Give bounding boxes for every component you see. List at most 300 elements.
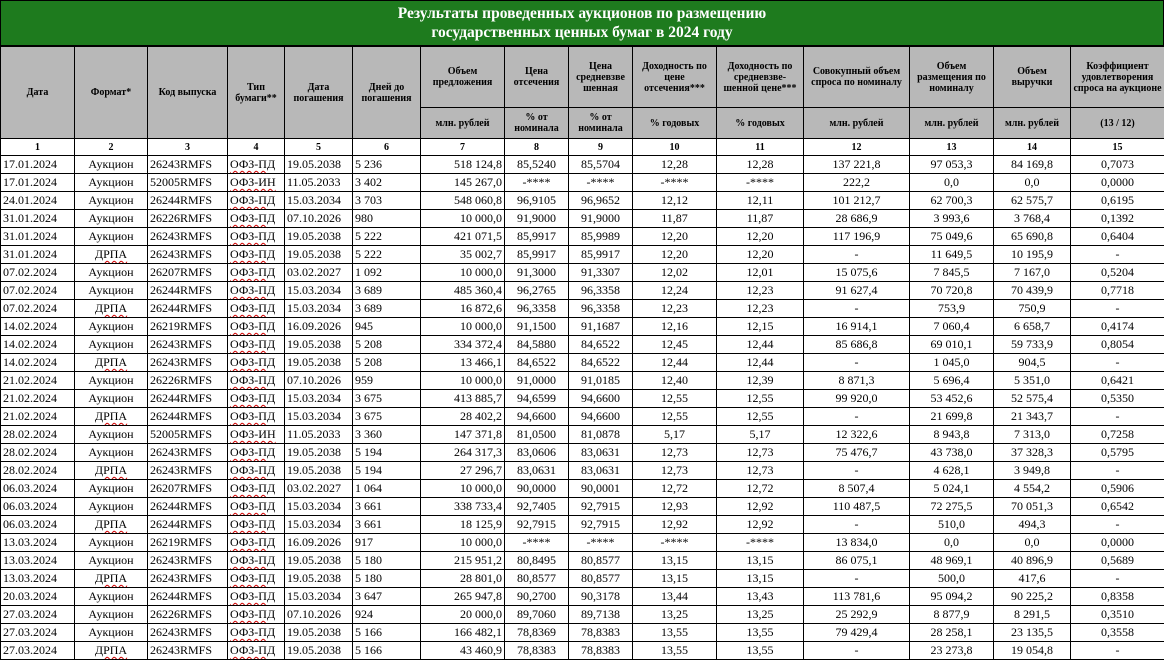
cell-offer: 215 951,2	[421, 552, 505, 570]
header-format: Формат*	[75, 47, 148, 139]
cell-format: ДРПА	[75, 300, 148, 318]
table-row	[1, 336, 1164, 354]
cell-cutoff: 96,3358	[505, 300, 569, 318]
cell-offer: 28 801,0	[421, 570, 505, 588]
cell-cutoff: 78,8369	[505, 624, 569, 642]
cell-code: 26207RMFS	[148, 480, 228, 498]
cell-maturity: 19.05.2038	[285, 246, 353, 264]
cell-cutoff: 84,5880	[505, 336, 569, 354]
cell-maturity: 15.03.2034	[285, 516, 353, 534]
cell-avg-price: 96,9652	[569, 192, 633, 210]
cell-format: ДРПА	[75, 246, 148, 264]
cell-days: 5 180	[353, 570, 421, 588]
cell-code: 26243RMFS	[148, 570, 228, 588]
cell-maturity: 15.03.2034	[285, 588, 353, 606]
cell-demand: -	[804, 408, 910, 426]
column-number: 6	[353, 139, 421, 156]
cell-code: 52005RMFS	[148, 426, 228, 444]
cell-code: 26244RMFS	[148, 408, 228, 426]
cell-format: Аукцион	[75, 318, 148, 336]
cell-cutoff: 96,2765	[505, 282, 569, 300]
cell-maturity: 15.03.2034	[285, 300, 353, 318]
cell-type: ОФЗ-ПД	[228, 300, 285, 318]
cell-coef: -	[1071, 354, 1164, 372]
cell-maturity: 19.05.2038	[285, 642, 353, 660]
cell-type: ОФЗ-ПД	[228, 516, 285, 534]
cell-days: 1 064	[353, 480, 421, 498]
cell-code: 26226RMFS	[148, 372, 228, 390]
cell-cutoff: 85,5240	[505, 156, 569, 174]
cell-proceeds: 0,0	[994, 534, 1071, 552]
cell-date: 07.02.2024	[1, 300, 75, 318]
cell-yield-avg: 12,44	[717, 354, 804, 372]
cell-days: 3 703	[353, 192, 421, 210]
cell-days: 5 222	[353, 228, 421, 246]
table-row	[1, 534, 1164, 552]
table-row	[1, 624, 1164, 642]
column-number: 4	[228, 139, 285, 156]
cell-type: ОФЗ-ПД	[228, 588, 285, 606]
cell-proceeds: 4 554,2	[994, 480, 1071, 498]
cell-format: Аукцион	[75, 498, 148, 516]
cell-days: 5 166	[353, 624, 421, 642]
cell-days: 924	[353, 606, 421, 624]
cell-days: 3 661	[353, 498, 421, 516]
cell-yield-cutoff: 12,20	[633, 246, 717, 264]
cell-avg-price: 84,6522	[569, 354, 633, 372]
cell-type: ОФЗ-ПД	[228, 552, 285, 570]
cell-yield-avg: 12,55	[717, 390, 804, 408]
cell-avg-price: 91,9000	[569, 210, 633, 228]
cell-code: 26244RMFS	[148, 390, 228, 408]
cell-proceeds: 3 768,4	[994, 210, 1071, 228]
cell-cutoff: -****	[505, 534, 569, 552]
cell-demand: 13 834,0	[804, 534, 910, 552]
cell-placement: 62 700,3	[910, 192, 994, 210]
column-number: 13	[910, 139, 994, 156]
table-row	[1, 210, 1164, 228]
cell-yield-avg: 12,01	[717, 264, 804, 282]
cell-proceeds: 10 195,9	[994, 246, 1071, 264]
cell-demand: 110 487,5	[804, 498, 910, 516]
cell-format: Аукцион	[75, 480, 148, 498]
cell-maturity: 03.02.2027	[285, 480, 353, 498]
cell-proceeds: 59 733,9	[994, 336, 1071, 354]
cell-date: 13.03.2024	[1, 552, 75, 570]
cell-cutoff: 85,9917	[505, 246, 569, 264]
table-row	[1, 192, 1164, 210]
cell-cutoff: 90,2700	[505, 588, 569, 606]
cell-yield-avg: 12,92	[717, 516, 804, 534]
cell-demand: 28 686,9	[804, 210, 910, 228]
cell-maturity: 19.05.2038	[285, 228, 353, 246]
cell-format: ДРПА	[75, 354, 148, 372]
cell-demand: -	[804, 570, 910, 588]
cell-yield-avg: 13,15	[717, 570, 804, 588]
cell-format: Аукцион	[75, 174, 148, 192]
cell-yield-cutoff: 12,12	[633, 192, 717, 210]
cell-format: Аукцион	[75, 228, 148, 246]
cell-days: 5 194	[353, 444, 421, 462]
cell-yield-cutoff: 13,55	[633, 624, 717, 642]
cell-offer: 166 482,1	[421, 624, 505, 642]
cell-date: 17.01.2024	[1, 174, 75, 192]
cell-avg-price: 80,8577	[569, 552, 633, 570]
cell-placement: 1 045,0	[910, 354, 994, 372]
cell-proceeds: 90 225,2	[994, 588, 1071, 606]
cell-avg-price: 94,6600	[569, 408, 633, 426]
cell-avg-price: 81,0878	[569, 426, 633, 444]
table-row	[1, 606, 1164, 624]
cell-avg-price: 83,0631	[569, 462, 633, 480]
cell-yield-avg: -****	[717, 534, 804, 552]
cell-days: 945	[353, 318, 421, 336]
cell-cutoff: 80,8495	[505, 552, 569, 570]
cell-placement: 43 738,0	[910, 444, 994, 462]
cell-date: 07.02.2024	[1, 282, 75, 300]
cell-date: 06.03.2024	[1, 480, 75, 498]
cell-maturity: 11.05.2033	[285, 174, 353, 192]
cell-date: 24.01.2024	[1, 192, 75, 210]
cell-proceeds: 21 343,7	[994, 408, 1071, 426]
cell-type: ОФЗ-ПД	[228, 408, 285, 426]
cell-offer: 13 466,1	[421, 354, 505, 372]
cell-coef: 0,0000	[1071, 174, 1164, 192]
cell-coef: -	[1071, 462, 1164, 480]
cell-cutoff: 84,6522	[505, 354, 569, 372]
table-row	[1, 372, 1164, 390]
cell-maturity: 19.05.2038	[285, 570, 353, 588]
cell-avg-price: 78,8383	[569, 642, 633, 660]
cell-coef: 0,3558	[1071, 624, 1164, 642]
cell-days: 980	[353, 210, 421, 228]
cell-placement: 23 273,8	[910, 642, 994, 660]
cell-placement: 28 258,1	[910, 624, 994, 642]
table-row	[1, 300, 1164, 318]
cell-coef: 0,4174	[1071, 318, 1164, 336]
cell-days: 5 222	[353, 246, 421, 264]
cell-yield-avg: 12,72	[717, 480, 804, 498]
cell-demand: 101 212,7	[804, 192, 910, 210]
cell-days: 3 647	[353, 588, 421, 606]
cell-placement: 97 053,3	[910, 156, 994, 174]
header-type: Тип бумаги**	[228, 47, 285, 139]
cell-coef: 0,0000	[1071, 534, 1164, 552]
cell-yield-cutoff: 12,16	[633, 318, 717, 336]
cell-proceeds: 3 949,8	[994, 462, 1071, 480]
cell-code: 26243RMFS	[148, 462, 228, 480]
cell-offer: 16 872,6	[421, 300, 505, 318]
cell-date: 06.03.2024	[1, 516, 75, 534]
cell-format: Аукцион	[75, 426, 148, 444]
cell-code: 26226RMFS	[148, 606, 228, 624]
cell-placement: 70 720,8	[910, 282, 994, 300]
cell-proceeds: 494,3	[994, 516, 1071, 534]
cell-yield-avg: 12,55	[717, 408, 804, 426]
cell-type: ОФЗ-ПД	[228, 264, 285, 282]
cell-date: 27.03.2024	[1, 624, 75, 642]
cell-date: 31.01.2024	[1, 210, 75, 228]
cell-proceeds: 70 439,9	[994, 282, 1071, 300]
cell-maturity: 03.02.2027	[285, 264, 353, 282]
cell-avg-price: 92,7915	[569, 516, 633, 534]
table-row	[1, 570, 1164, 588]
cell-cutoff: 90,0000	[505, 480, 569, 498]
cell-yield-cutoff: 12,92	[633, 516, 717, 534]
cell-code: 26244RMFS	[148, 498, 228, 516]
cell-yield-avg: 12,92	[717, 498, 804, 516]
cell-placement: 72 275,5	[910, 498, 994, 516]
header-placement: Объем размещения по номиналу	[910, 47, 994, 108]
cell-yield-cutoff: 13,15	[633, 552, 717, 570]
cell-cutoff: 92,7405	[505, 498, 569, 516]
cell-avg-price: 90,3178	[569, 588, 633, 606]
cell-placement: 8 877,9	[910, 606, 994, 624]
cell-yield-cutoff: -****	[633, 534, 717, 552]
table-row	[1, 282, 1164, 300]
cell-days: 5 236	[353, 156, 421, 174]
cell-code: 26219RMFS	[148, 534, 228, 552]
cell-format: Аукцион	[75, 588, 148, 606]
cell-cutoff: 91,1500	[505, 318, 569, 336]
cell-yield-cutoff: 13,55	[633, 642, 717, 660]
cell-type: ОФЗ-ПД	[228, 624, 285, 642]
cell-offer: 518 124,8	[421, 156, 505, 174]
cell-proceeds: 8 291,5	[994, 606, 1071, 624]
cell-proceeds: 0,0	[994, 174, 1071, 192]
table-row	[1, 444, 1164, 462]
cell-cutoff: 81,0500	[505, 426, 569, 444]
cell-code: 26207RMFS	[148, 264, 228, 282]
cell-coef: 0,5906	[1071, 480, 1164, 498]
cell-type: ОФЗ-ПД	[228, 354, 285, 372]
cell-days: 3 689	[353, 300, 421, 318]
cell-maturity: 15.03.2034	[285, 192, 353, 210]
cell-demand: 79 429,4	[804, 624, 910, 642]
cell-placement: 21 699,8	[910, 408, 994, 426]
cell-type: ОФЗ-ПД	[228, 372, 285, 390]
cell-code: 26244RMFS	[148, 282, 228, 300]
cell-date: 17.01.2024	[1, 156, 75, 174]
cell-code: 26243RMFS	[148, 552, 228, 570]
cell-yield-cutoff: 12,20	[633, 228, 717, 246]
cell-proceeds: 750,9	[994, 300, 1071, 318]
cell-type: ОФЗ-ПД	[228, 228, 285, 246]
cell-placement: 48 969,1	[910, 552, 994, 570]
column-number: 2	[75, 139, 148, 156]
cell-proceeds: 37 328,3	[994, 444, 1071, 462]
table-row	[1, 390, 1164, 408]
cell-avg-price: 90,0001	[569, 480, 633, 498]
cell-type: ОФЗ-ПД	[228, 156, 285, 174]
cell-offer: 264 317,3	[421, 444, 505, 462]
cell-days: 3 360	[353, 426, 421, 444]
cell-type: ОФЗ-ПД	[228, 642, 285, 660]
cell-avg-price: -****	[569, 174, 633, 192]
cell-maturity: 16.09.2026	[285, 318, 353, 336]
cell-demand: 85 686,8	[804, 336, 910, 354]
cell-demand: 8 507,4	[804, 480, 910, 498]
cell-coef: 0,6404	[1071, 228, 1164, 246]
table-row	[1, 552, 1164, 570]
cell-placement: 0,0	[910, 174, 994, 192]
column-number: 14	[994, 139, 1071, 156]
cell-type: ОФЗ-ПД	[228, 318, 285, 336]
cell-format: Аукцион	[75, 624, 148, 642]
cell-avg-price: -****	[569, 534, 633, 552]
cell-maturity: 16.09.2026	[285, 534, 353, 552]
cell-yield-cutoff: 12,44	[633, 354, 717, 372]
header-date: Дата	[1, 47, 75, 139]
cell-type: ОФЗ-ПД	[228, 336, 285, 354]
unit-demand: млн. рублей	[804, 108, 910, 139]
cell-avg-price: 85,9917	[569, 246, 633, 264]
cell-maturity: 19.05.2038	[285, 354, 353, 372]
cell-offer: 413 885,7	[421, 390, 505, 408]
table-row	[1, 246, 1164, 264]
cell-type: ОФЗ-ПД	[228, 390, 285, 408]
cell-yield-cutoff: 12,55	[633, 390, 717, 408]
cell-placement: 11 649,5	[910, 246, 994, 264]
header-avg-price: Цена средневзве шенная	[569, 47, 633, 108]
cell-code: 26244RMFS	[148, 192, 228, 210]
cell-coef: 0,5795	[1071, 444, 1164, 462]
cell-yield-avg: 12,73	[717, 462, 804, 480]
cell-format: Аукцион	[75, 534, 148, 552]
cell-yield-cutoff: 12,72	[633, 480, 717, 498]
cell-code: 26243RMFS	[148, 624, 228, 642]
cell-coef: 0,6421	[1071, 372, 1164, 390]
cell-days: 5 208	[353, 336, 421, 354]
cell-maturity: 11.05.2033	[285, 426, 353, 444]
cell-cutoff: 78,8383	[505, 642, 569, 660]
cell-yield-avg: -****	[717, 174, 804, 192]
cell-yield-cutoff: 12,24	[633, 282, 717, 300]
cell-code: 26244RMFS	[148, 588, 228, 606]
header-yield-cutoff: Доходность по цене отсечения***	[633, 47, 717, 108]
cell-format: Аукцион	[75, 210, 148, 228]
cell-avg-price: 94,6600	[569, 390, 633, 408]
cell-demand: -	[804, 462, 910, 480]
cell-placement: 75 049,6	[910, 228, 994, 246]
cell-proceeds: 7 167,0	[994, 264, 1071, 282]
table-row	[1, 228, 1164, 246]
cell-format: Аукцион	[75, 336, 148, 354]
cell-avg-price: 89,7138	[569, 606, 633, 624]
cell-date: 28.02.2024	[1, 444, 75, 462]
cell-maturity: 19.05.2038	[285, 552, 353, 570]
cell-offer: 548 060,8	[421, 192, 505, 210]
cell-yield-cutoff: 13,44	[633, 588, 717, 606]
cell-demand: 137 221,8	[804, 156, 910, 174]
cell-maturity: 19.05.2038	[285, 336, 353, 354]
cell-format: Аукцион	[75, 444, 148, 462]
cell-proceeds: 7 313,0	[994, 426, 1071, 444]
cell-days: 5 194	[353, 462, 421, 480]
cell-code: 26219RMFS	[148, 318, 228, 336]
cell-placement: 500,0	[910, 570, 994, 588]
cell-proceeds: 5 351,0	[994, 372, 1071, 390]
cell-type: ОФЗ-ПД	[228, 480, 285, 498]
cell-demand: 99 920,0	[804, 390, 910, 408]
cell-placement: 7 845,5	[910, 264, 994, 282]
cell-maturity: 07.10.2026	[285, 372, 353, 390]
cell-avg-price: 96,3358	[569, 282, 633, 300]
cell-days: 959	[353, 372, 421, 390]
cell-demand: 8 871,3	[804, 372, 910, 390]
header-proceeds: Объем выручки	[994, 47, 1071, 108]
cell-yield-cutoff: 12,55	[633, 408, 717, 426]
cell-code: 26226RMFS	[148, 210, 228, 228]
cell-demand: 15 075,6	[804, 264, 910, 282]
cell-offer: 334 372,4	[421, 336, 505, 354]
table-row	[1, 156, 1164, 174]
table-row	[1, 318, 1164, 336]
cell-days: 3 661	[353, 516, 421, 534]
cell-date: 14.02.2024	[1, 336, 75, 354]
cell-cutoff: 83,0631	[505, 462, 569, 480]
cell-maturity: 07.10.2026	[285, 606, 353, 624]
cell-demand: -	[804, 516, 910, 534]
column-number: 9	[569, 139, 633, 156]
cell-yield-avg: 12,23	[717, 300, 804, 318]
cell-days: 5 180	[353, 552, 421, 570]
cell-proceeds: 19 054,8	[994, 642, 1071, 660]
column-number: 3	[148, 139, 228, 156]
cell-avg-price: 91,1687	[569, 318, 633, 336]
cell-coef: 0,6542	[1071, 498, 1164, 516]
table-row	[1, 480, 1164, 498]
cell-format: Аукцион	[75, 372, 148, 390]
cell-proceeds: 84 169,8	[994, 156, 1071, 174]
cell-yield-avg: 12,20	[717, 246, 804, 264]
table-row	[1, 408, 1164, 426]
cell-yield-avg: 5,17	[717, 426, 804, 444]
cell-demand: 113 781,6	[804, 588, 910, 606]
cell-maturity: 19.05.2038	[285, 156, 353, 174]
column-number: 7	[421, 139, 505, 156]
cell-yield-cutoff: 12,40	[633, 372, 717, 390]
cell-days: 1 092	[353, 264, 421, 282]
cell-yield-cutoff: 12,23	[633, 300, 717, 318]
cell-yield-avg: 13,55	[717, 624, 804, 642]
cell-proceeds: 40 896,9	[994, 552, 1071, 570]
cell-format: ДРПА	[75, 570, 148, 588]
cell-date: 20.03.2024	[1, 588, 75, 606]
cell-demand: 91 627,4	[804, 282, 910, 300]
cell-code: 26243RMFS	[148, 228, 228, 246]
cell-yield-cutoff: 11,87	[633, 210, 717, 228]
cell-placement: 8 943,8	[910, 426, 994, 444]
cell-yield-cutoff: 5,17	[633, 426, 717, 444]
cell-days: 3 675	[353, 390, 421, 408]
cell-code: 52005RMFS	[148, 174, 228, 192]
cell-avg-price: 85,9989	[569, 228, 633, 246]
cell-yield-avg: 12,73	[717, 444, 804, 462]
cell-maturity: 15.03.2034	[285, 408, 353, 426]
cell-type: ОФЗ-ПД	[228, 462, 285, 480]
cell-coef: 0,7718	[1071, 282, 1164, 300]
cell-cutoff: 83,0606	[505, 444, 569, 462]
table-title	[0, 0, 1164, 46]
cell-coef: 0,6195	[1071, 192, 1164, 210]
unit-proceeds: млн. рублей	[994, 108, 1071, 139]
column-number: 15	[1071, 139, 1164, 156]
cell-type: ОФЗ-ПД	[228, 444, 285, 462]
cell-avg-price: 80,8577	[569, 570, 633, 588]
cell-date: 14.02.2024	[1, 354, 75, 372]
cell-offer: 485 360,4	[421, 282, 505, 300]
